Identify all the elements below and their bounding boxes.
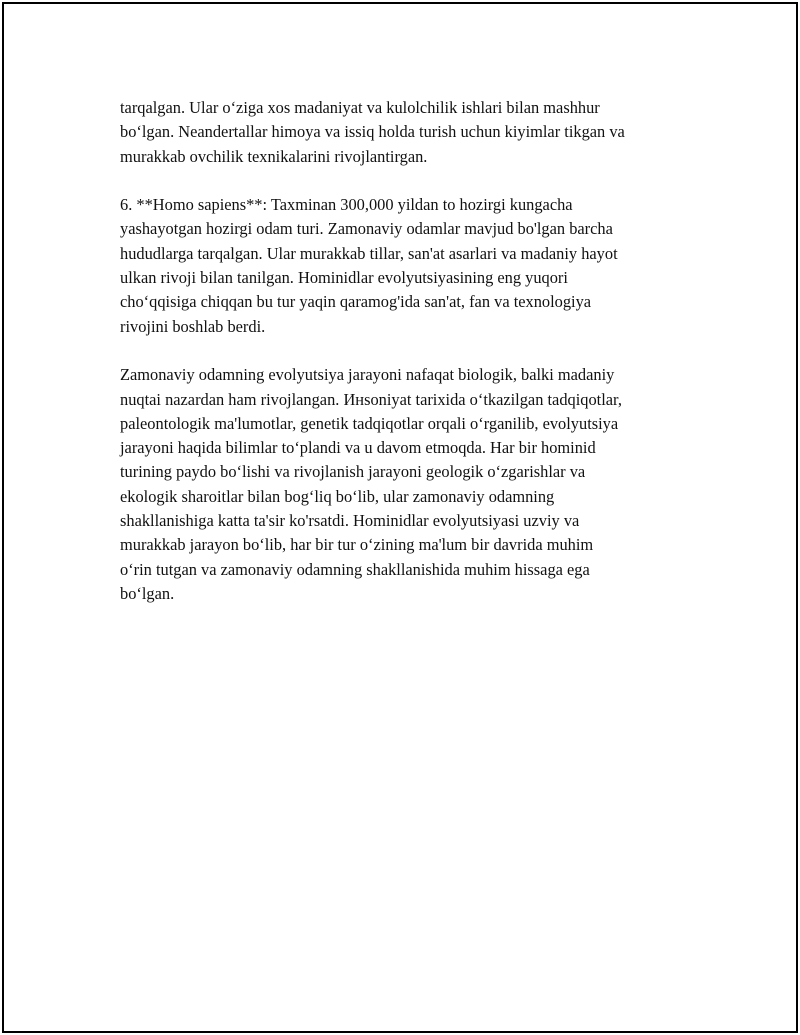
text-line: Zamonaviy odamning evolyutsiya jarayoni nafaqat biologik, balki madaniy bbox=[120, 365, 615, 385]
text-line: tarqalgan. Ular o‘ziga xos madaniyat va kulolchilik ishlari bilan mashhur bbox=[120, 98, 600, 117]
text-line: ulkan rivoji bilan tanilgan. Hominidlar evolyutsiyasining eng yuqori bbox=[120, 268, 568, 288]
text-line: bo‘lgan. Neandertallar himoya va issiq holda turish uchun kiyimlar tikgan va bbox=[120, 122, 625, 142]
text-line: paleontologik ma'lumotlar, genetik tadqiqotlar orqali o‘rganilib, evolyutsiya bbox=[120, 413, 619, 433]
text-line: ekologik sharoitlar bilan bog‘liq bo‘lib, ular zamonaviy odamning bbox=[120, 486, 555, 506]
text-line: cho‘qqisiga chiqqan bu tur yaqin qaramog'ida san'at, fan va texnologiya bbox=[120, 292, 592, 312]
document-page bbox=[2, 2, 798, 1033]
text-line: yashayotgan hozirgi odam turi. Zamonaviy odamlar mavjud bo'lgan barcha bbox=[120, 219, 613, 239]
text-line: o‘rin tutgan va zamonaviy odamning shakllanishida muhim hissaga ega bbox=[120, 559, 590, 579]
text-line: nuqtai nazardan ham rivojlangan. Инsoniyat tarixida o‘tkazilgan tadqiqotlar, bbox=[120, 389, 622, 409]
text-line: bo‘lgan. bbox=[120, 583, 175, 603]
document-body bbox=[120, 96, 700, 631]
text-line: murakkab ovchilik texnikalarini rivojlantirgan. bbox=[120, 146, 428, 166]
text-line: jarayoni haqida bilimlar to‘plandi va u davom etmoqda. Har bir hominid bbox=[120, 438, 596, 458]
paragraph-conclusion bbox=[120, 363, 700, 606]
paragraph-neanderthals-end bbox=[120, 96, 700, 169]
text-line: turining paydo bo‘lishi va rivojlanish jarayoni geologik o‘zgarishlar va bbox=[120, 462, 586, 482]
paragraph-homo-sapiens bbox=[120, 193, 700, 339]
text-line: 6. **Homo sapiens**: Taxminan 300,000 yildan to hozirgi kungacha bbox=[120, 195, 573, 215]
text-line: shakllanishiga katta ta'sir ko'rsatdi. Hominidlar evolyutsiyasi uzviy va bbox=[120, 511, 580, 531]
text-line: rivojini boshlab berdi. bbox=[120, 316, 266, 336]
text-line: murakkab jarayon bo‘lib, har bir tur o‘zining ma'lum bir davrida muhim bbox=[120, 535, 594, 555]
text-line: hududlarga tarqalgan. Ular murakkab tillar, san'at asarlari va madaniy hayot bbox=[120, 243, 618, 263]
